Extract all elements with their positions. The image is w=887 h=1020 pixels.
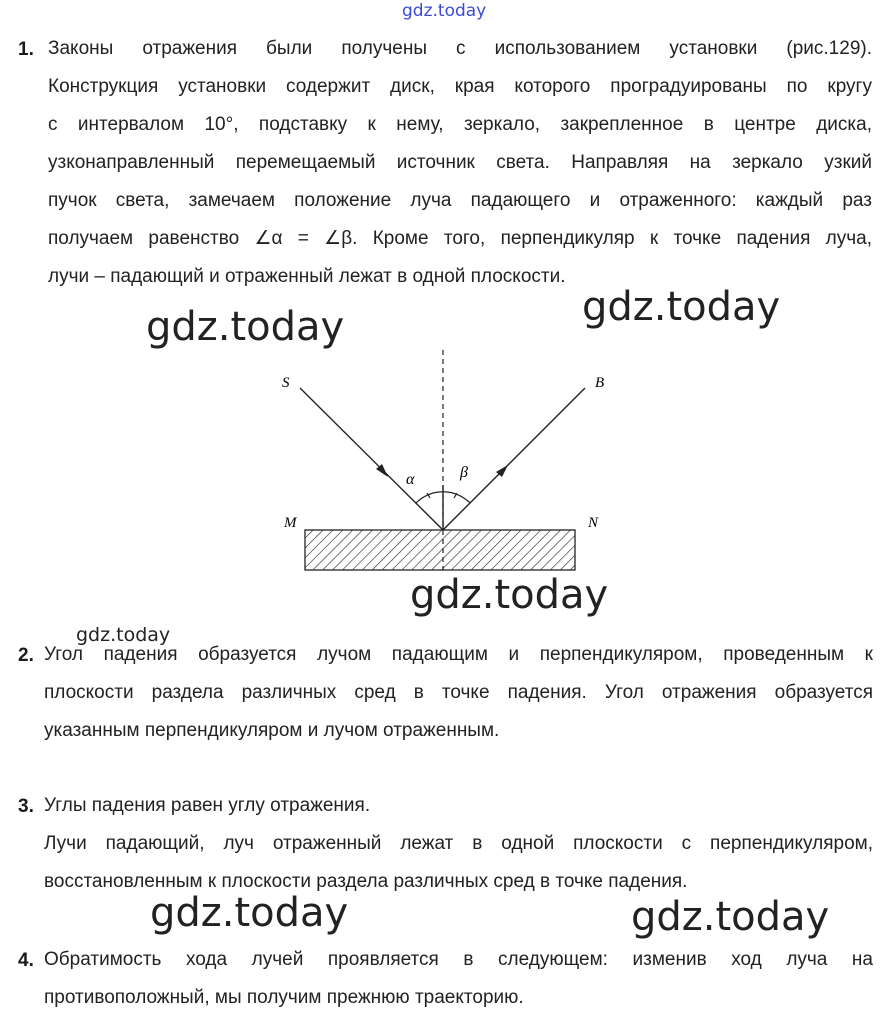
label-M: M [284, 515, 297, 531]
item-number: 1. [18, 39, 34, 60]
watermark: gdz.today [76, 624, 171, 646]
paragraph-line: пучок света, замечаем положение луча падающего и отраженного: каждый раз [48, 190, 872, 211]
label-N: N [588, 515, 599, 531]
paragraph-line: Конструкция установки содержит диск, края которого проградуированы по кругу [48, 76, 872, 97]
paragraph-line: лучи – падающий и отраженный лежат в одной плоскости. [48, 266, 566, 287]
paragraph-line: Углы падения равен углу отражения. [44, 795, 371, 816]
label-B: B [595, 375, 605, 391]
watermark: gdz.today [410, 572, 609, 618]
label-S: S [282, 375, 290, 391]
paragraph-line: указанным перпендикуляром и лучом отраженным. [44, 720, 500, 741]
incident-ray [300, 388, 443, 530]
watermark-top: gdz.today [402, 1, 487, 21]
paragraph-line: восстановленным к плоскости раздела различных сред в точке падения. [44, 871, 688, 892]
paragraph-line: с интервалом 10°, подставку к нему, зеркало, закрепленное в центре диска, [48, 114, 872, 135]
mirror-block [305, 530, 575, 570]
label-alpha: α [406, 471, 415, 488]
item-number: 2. [18, 645, 34, 666]
paragraph-line: Законы отражения были получены с использованием установки (рис.129). [48, 38, 872, 59]
reflected-ray [443, 388, 585, 530]
label-beta: β [460, 464, 468, 481]
item-number: 3. [18, 796, 34, 817]
item-number: 4. [18, 950, 34, 971]
watermark: gdz.today [146, 304, 345, 350]
paragraph-line: плоскости раздела различных сред в точке падения. Угол отражения образуется [44, 682, 873, 703]
watermark: gdz.today [582, 284, 781, 330]
paragraph-line: противоположный, мы получим прежнюю траекторию. [44, 987, 524, 1008]
reflection-diagram [270, 345, 620, 575]
paragraph-line: Лучи падающий, луч отраженный лежат в одной плоскости с перпендикуляром, [44, 833, 873, 854]
watermark: gdz.today [150, 890, 349, 936]
paragraph-line: Угол падения образуется лучом падающим и перпендикуляром, проведенным к [44, 644, 873, 665]
paragraph-line: узконаправленный перемещаемый источник света. Направляя на зеркало узкий [48, 152, 872, 173]
paragraph-line: Обратимость хода лучей проявляется в следующем: изменив ход луча на [44, 949, 873, 970]
paragraph-line: получаем равенство ∠α = ∠β. Кроме того, перпендикуляр к точке падения луча, [48, 228, 872, 249]
watermark: gdz.today [631, 894, 830, 940]
